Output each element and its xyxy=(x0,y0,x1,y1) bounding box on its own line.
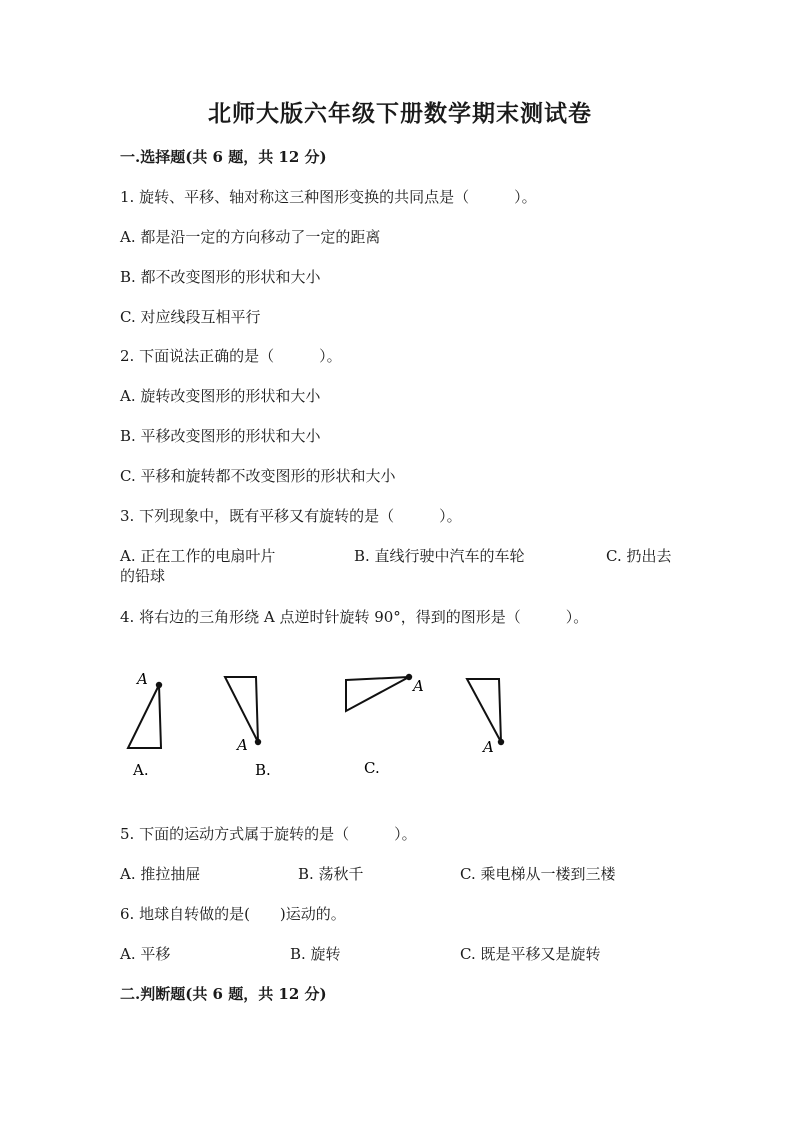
triangle-figure-svg xyxy=(115,660,535,790)
question-3-option-c: C. 扔出去 xyxy=(606,547,672,565)
question-5-stem: 5. 下面的运动方式属于旋转的是（ ）。 xyxy=(120,825,417,843)
question-3-option-a: A. 正在工作的电扇叶片 xyxy=(120,547,276,565)
question-2-option-c: C. 平移和旋转都不改变图形的形状和大小 xyxy=(120,467,396,485)
original-triangle xyxy=(128,685,161,748)
question-3-option-c-continued: 的铅球 xyxy=(120,567,166,585)
page-title: 北师大版六年级下册数学期末测试卷 xyxy=(208,100,592,127)
question-6-stem: 6. 地球自转做的是( )运动的。 xyxy=(120,905,346,923)
option-b-triangle xyxy=(225,677,258,742)
question-5-option-c: C. 乘电梯从一楼到三楼 xyxy=(460,865,616,883)
section-heading-judgment: 二.判断题(共 6 题，共 12 分) xyxy=(120,985,327,1003)
pivot-point-a-option-d xyxy=(498,739,504,745)
question-5-option-a: A. 推拉抽屉 xyxy=(120,865,201,883)
option-c-triangle xyxy=(346,677,409,711)
point-label-option-c: A xyxy=(413,677,424,695)
option-d-triangle xyxy=(467,679,501,742)
question-6-option-b: B. 旋转 xyxy=(290,945,341,963)
option-label-a: A. xyxy=(133,761,149,779)
section-heading-choice: 一.选择题(共 6 题，共 12 分) xyxy=(120,148,327,166)
question-2-option-b: B. 平移改变图形的形状和大小 xyxy=(120,427,321,445)
question-1-stem: 1. 旋转、平移、轴对称这三种图形变换的共同点是（ ）。 xyxy=(120,188,537,206)
pivot-point-a-option-c xyxy=(406,674,412,680)
point-label-option-b: A xyxy=(237,736,248,754)
question-1-option-c: C. 对应线段互相平行 xyxy=(120,308,261,326)
point-label-original: A xyxy=(137,670,148,688)
question-6-option-c: C. 既是平移又是旋转 xyxy=(460,945,601,963)
option-label-b: B. xyxy=(255,761,271,779)
option-label-c: C. xyxy=(364,759,380,777)
question-1-option-b: B. 都不改变图形的形状和大小 xyxy=(120,268,321,286)
pivot-point-a-original xyxy=(156,682,162,688)
question-5-option-b: B. 荡秋千 xyxy=(298,865,364,883)
question-4-stem: 4. 将右边的三角形绕 A 点逆时针旋转 90°，得到的图形是（ ）。 xyxy=(120,608,589,626)
question-4-figure xyxy=(115,660,535,790)
question-2-option-a: A. 旋转改变图形的形状和大小 xyxy=(120,387,321,405)
question-1-option-a: A. 都是沿一定的方向移动了一定的距离 xyxy=(120,228,381,246)
question-3-stem: 3. 下列现象中，既有平移又有旋转的是（ ）。 xyxy=(120,507,462,525)
pivot-point-a-option-b xyxy=(255,739,261,745)
question-2-stem: 2. 下面说法正确的是（ ）。 xyxy=(120,347,342,365)
question-6-option-a: A. 平移 xyxy=(120,945,171,963)
point-label-option-d: A xyxy=(483,738,494,756)
question-3-option-b: B. 直线行驶中汽车的车轮 xyxy=(354,547,525,565)
